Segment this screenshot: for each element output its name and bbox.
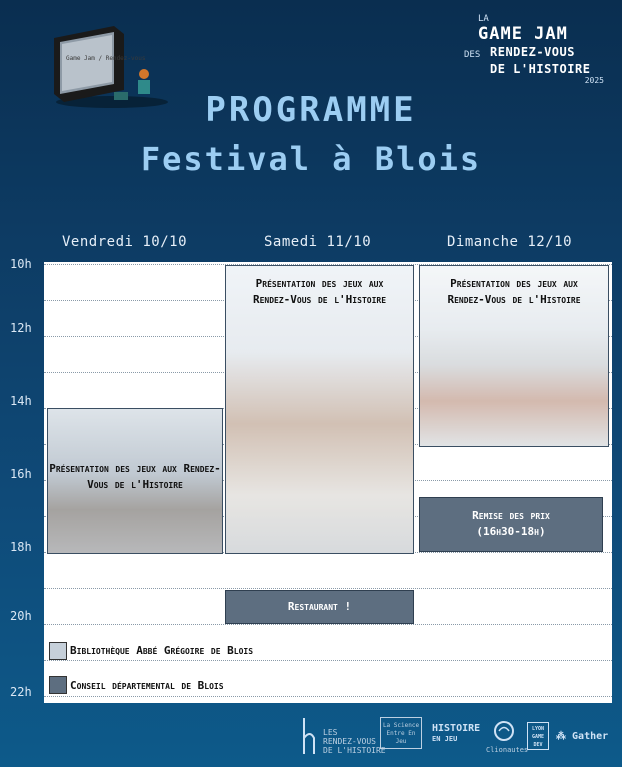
page-title: PROGRAMME (205, 90, 417, 130)
legend-label-conseil: Conseil départemental de Blois (70, 679, 224, 692)
partner-histoire-logo (432, 724, 480, 744)
grid-line (44, 588, 612, 589)
hour-label: 22h (10, 685, 32, 699)
grid-line (44, 696, 612, 697)
partner-rdv-line: DE L'HISTOIRE (323, 746, 386, 755)
legend-swatch-dark (49, 676, 67, 694)
hour-label: 14h (10, 394, 32, 408)
hour-label: 20h (10, 609, 32, 623)
hour-label: 12h (10, 321, 32, 335)
partner-lyon-line: GAME (531, 734, 545, 740)
game-jam-logo (464, 12, 604, 90)
partner-lyon-line: DEV (533, 742, 543, 748)
partner-gather-label: Gather (572, 731, 609, 742)
logo-year: 2025 (584, 76, 604, 85)
logo-de-l-histoire: DE L'HISTOIRE (490, 62, 591, 76)
screen-text: Game Jam / Rendez-vous (66, 55, 146, 62)
grid-line (44, 624, 612, 625)
logo-la: LA (478, 14, 489, 24)
partner-rdv-line: RENDEZ-VOUS (323, 737, 376, 746)
partner-histoire-line: HISTOIRE (432, 723, 481, 734)
event-restaurant[interactable] (225, 590, 414, 624)
event-restaurant-label: Restaurant ! (287, 600, 352, 613)
event-friday-presentation[interactable] (47, 408, 223, 554)
partner-lyon-game-dev-logo (527, 722, 549, 750)
schedule-grid (44, 262, 612, 703)
partner-clionautes-logo (486, 720, 529, 754)
event-remise-time: (16h30-18h) (476, 525, 546, 538)
partner-clionautes-label: Clionautes (486, 746, 529, 754)
legend-swatch-light (49, 642, 67, 660)
photo-veil (226, 266, 413, 553)
day-header-friday: Vendredi 10/10 (62, 234, 188, 250)
event-remise-label: Remise des prix (472, 509, 550, 522)
day-header-sunday: Dimanche 12/10 (447, 234, 573, 250)
day-header-saturday: Samedi 11/10 (264, 234, 372, 250)
grid-line (44, 660, 612, 661)
page-subtitle: Festival à Blois (140, 140, 482, 178)
rendez-vous-h-icon (300, 716, 318, 756)
partner-science-logo (380, 717, 422, 749)
partner-science-line: La Science (382, 722, 420, 729)
gather-icon: ⁂ (556, 731, 566, 742)
logo-game-jam: GAME JAM (478, 24, 568, 44)
event-remise-des-prix[interactable] (419, 497, 603, 552)
clionautes-icon (493, 720, 515, 742)
legend-label-bibliotheque: Bibliothèque Abbé Grégoire de Blois (70, 644, 254, 657)
logo-des: DES (464, 50, 481, 60)
logo-rendez-vous: RENDEZ-VOUS (490, 45, 575, 59)
hour-label: 10h (10, 257, 32, 271)
partner-gather-logo (556, 731, 608, 742)
partner-lyon-line: LYON (531, 726, 545, 732)
partner-histoire-line: EN JEU (432, 735, 458, 743)
partner-rdv-line: LES (323, 728, 338, 737)
event-saturday-label: Présentation des jeux aux Rendez-Vous de l'Histoire (252, 277, 387, 306)
event-sunday-label: Présentation des jeux aux Rendez-Vous de l'Histoire (447, 277, 581, 306)
event-saturday-presentation[interactable] (225, 265, 414, 554)
hour-label: 16h (10, 467, 32, 481)
event-friday-label: Présentation des jeux aux Rendez-Vous de l'Histoire (49, 462, 221, 491)
hour-label: 18h (10, 540, 32, 554)
partner-science-line: Entre En Jeu (386, 730, 416, 745)
event-sunday-presentation[interactable] (419, 265, 609, 447)
